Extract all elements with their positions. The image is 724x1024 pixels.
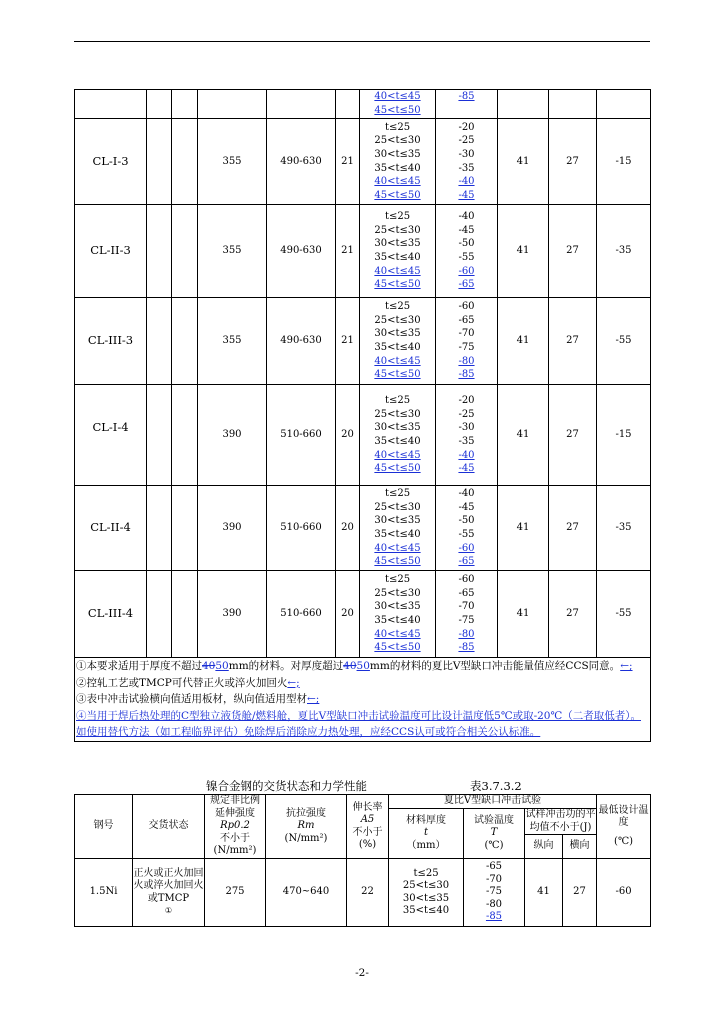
empty-cell (172, 205, 198, 298)
table-row (75, 119, 651, 205)
thickness-value: 25<t≤30 (374, 587, 421, 599)
thickness-value: 35<t≤40 (374, 252, 421, 263)
table-row (75, 90, 651, 119)
transverse-cell: 27 (549, 298, 597, 385)
temperature-value: -35 (458, 162, 475, 174)
thickness-cell (360, 486, 436, 571)
grade-cell: CL-I-3 (75, 119, 147, 205)
tensile-cell: 510-660 (267, 486, 336, 571)
temperature-value: -45 (458, 224, 475, 236)
header-longitudinal: 纵向 (525, 835, 563, 859)
tensile-cell: 490-630 (267, 298, 336, 385)
thickness-value: 35<t≤40 (374, 342, 421, 353)
temperature-value: -50 (458, 515, 475, 527)
elongation-cell: 20 (336, 385, 360, 486)
notes-row (75, 658, 651, 742)
yield-cell: 355 (198, 298, 267, 385)
header-energy: 试样冲击功的平均值不小于(J) (525, 809, 596, 833)
temperature-cell (436, 90, 498, 119)
table-row (75, 298, 651, 385)
thickness-cell (360, 385, 436, 486)
thickness-value: 45<t≤50 (374, 105, 421, 116)
header-min-design-temp: 最低设计温度 (℃) (597, 795, 651, 859)
empty-cell (147, 119, 172, 205)
empty-cell (172, 486, 198, 571)
temperature-value: -65 (458, 314, 475, 326)
elongation-cell: 20 (336, 571, 360, 658)
temperature-value: -30 (458, 422, 475, 434)
thickness-value: 30<t≤35 (374, 328, 421, 340)
thickness-value: t≤25 (384, 121, 411, 133)
temperature-value: -55 (458, 252, 475, 263)
temperature-value: -55 (458, 529, 475, 540)
empty-cell (172, 119, 198, 205)
table-row (75, 795, 651, 809)
yield-cell: 390 (198, 571, 267, 658)
thickness-value: t≤25 (384, 395, 411, 407)
header-transverse: 横向 (563, 835, 597, 859)
yield-cell: 355 (198, 119, 267, 205)
elongation-cell: 20 (336, 486, 360, 571)
temperature-value: -80 (458, 355, 475, 367)
note-4: ④当用于焊后热处理的C型独立液货舱/燃料舱，夏比V型缺口冲击试验温度可比设计温度低5℃或取-20℃（二者取低者）。如使用替代方法（如工程临界评估）免除焊后消除应力热处理，应经CCS认可或符合相关公认标准。 (76, 709, 641, 738)
temperature-value: -60 (458, 542, 475, 554)
empty-cell (147, 298, 172, 385)
tensile-cell: 470~640 (266, 859, 347, 927)
temperature-cell (436, 298, 498, 385)
steel-properties-body (75, 90, 651, 658)
thickness-value: 30<t≤35 (374, 238, 421, 250)
thickness-value: 35<t≤40 (374, 162, 421, 174)
empty-cell (147, 486, 172, 571)
temperature-value: -40 (458, 449, 475, 461)
empty-cell (147, 571, 172, 658)
table-row (75, 205, 651, 298)
temperature-value: -20 (458, 121, 475, 133)
temperature-value: -75 (458, 615, 475, 626)
transverse-cell: 27 (549, 205, 597, 298)
temperature-value: -45 (458, 189, 475, 201)
min-temp-cell: -55 (597, 571, 651, 658)
temperature-cell (436, 571, 498, 658)
grade-cell: CL-I-4 (75, 385, 147, 486)
thickness-cell (360, 571, 436, 658)
temperature-cell (436, 205, 498, 298)
thickness-value: 30<t≤35 (374, 601, 421, 613)
thickness-value: 45<t≤50 (374, 369, 421, 381)
temperature-value: -65 (458, 279, 475, 291)
temperature-value: -25 (458, 135, 475, 147)
min-temp-cell: -60 (597, 859, 651, 927)
longitudinal-cell: 41 (525, 859, 563, 927)
longitudinal-cell: 41 (498, 119, 549, 205)
header-impact: 夏比V型缺口冲击试验 (389, 795, 597, 809)
temperature-value: -30 (458, 148, 475, 160)
thickness-cell (360, 90, 436, 119)
thickness-value: t≤25 (384, 574, 411, 586)
thickness-value: 35<t≤40 (374, 615, 421, 626)
temperature-value: -45 (458, 463, 475, 475)
header-tensile: 抗拉强度 Rm (N/mm²) (266, 795, 347, 859)
thickness-value: 25<t≤30 (374, 135, 421, 147)
temperature-cell (436, 119, 498, 205)
delivery-cell: 正火或正火加回火或淬火加回火或TMCP ① (133, 859, 205, 927)
empty-cell (147, 385, 172, 486)
thickness-value: 45<t≤50 (374, 463, 421, 475)
thickness-value: 25<t≤30 (374, 224, 421, 236)
temperature-value: -70 (458, 601, 475, 613)
transverse-cell: 27 (563, 859, 597, 927)
temperature-value: -85 (458, 369, 475, 381)
temperature-value: -65 (458, 587, 475, 599)
thickness-value: 40<t≤45 (374, 449, 421, 461)
header-elongation: 伸长率 A5 不小于 (%) (347, 795, 389, 859)
tensile-cell: 490-630 (267, 205, 336, 298)
table-row (75, 859, 651, 927)
tensile-cell: 510-660 (267, 385, 336, 486)
thickness-value: 35<t≤40 (374, 529, 421, 540)
thickness-value: 25<t≤30 (374, 408, 421, 420)
temperature-value: -20 (458, 395, 475, 407)
min-temp-cell: -35 (597, 486, 651, 571)
thickness-value: t≤25 (384, 488, 411, 500)
page-number: -2- (355, 967, 369, 979)
header-delivery: 交货状态 (133, 795, 205, 859)
thickness-value: 45<t≤50 (374, 642, 421, 654)
temperature-value: -60 (458, 574, 475, 586)
table2-title: 镍合金钢的交货状态和力学性能 (206, 779, 367, 793)
note-3: ③表中冲击试验横向值适用板材，纵向值适用型材←; (76, 693, 320, 705)
table2-number: 表3.7.3.2 (470, 779, 522, 793)
temperature-value: -80 (458, 628, 475, 640)
grade-cell: 1.5Ni (75, 859, 133, 927)
temperature-value: -70 (458, 328, 475, 340)
temperature-value: -60 (458, 265, 475, 277)
transverse-cell: 27 (549, 486, 597, 571)
grade-cell: CL-II-3 (75, 205, 147, 298)
header-rule (74, 41, 650, 42)
yield-cell: 390 (198, 486, 267, 571)
temperature-value: -75 (458, 342, 475, 353)
thickness-value: 40<t≤45 (374, 91, 421, 103)
min-temp-cell: -35 (597, 205, 651, 298)
min-temp-cell: -15 (597, 385, 651, 486)
thickness-value: 30<t≤35 (374, 422, 421, 434)
thickness-value: 45<t≤50 (374, 279, 421, 291)
temperature-value: -35 (458, 436, 475, 447)
temperature-value: -85 (458, 91, 475, 102)
temperature-cell: -65 -70 -75 -80 -85 (464, 859, 525, 927)
transverse-cell: 27 (549, 119, 597, 205)
longitudinal-cell: 41 (498, 385, 549, 486)
table-row (75, 385, 651, 486)
thickness-value: 40<t≤45 (374, 265, 421, 277)
thickness-value: t≤25 (384, 301, 411, 313)
thickness-value: 45<t≤50 (374, 189, 421, 201)
empty-cell (172, 298, 198, 385)
elongation-cell: 21 (336, 119, 360, 205)
yield-cell: 390 (198, 385, 267, 486)
temperature-cell (436, 486, 498, 571)
header-test-temp: 试验温度 T (℃) (464, 809, 525, 859)
min-temp-cell: -15 (597, 119, 651, 205)
longitudinal-cell: 41 (498, 298, 549, 385)
header-yield: 规定非比例 延伸强度 Rp0.2 不小于 (N/mm²) (205, 795, 266, 859)
grade-cell: CL-III-4 (75, 571, 147, 658)
yield-cell: 355 (198, 205, 267, 298)
thickness-value: 30<t≤35 (374, 148, 421, 160)
note-1: ①本要求适用于厚度不超过4050mm的材料。对厚度超过4050mm的材料的夏比V型缺口冲击能量值应经CCS同意。←; (76, 660, 633, 672)
temperature-value: -60 (458, 301, 475, 313)
thickness-value: 45<t≤50 (374, 556, 421, 568)
thickness-cell (360, 298, 436, 385)
thickness-value: 25<t≤30 (374, 314, 421, 326)
notes-section (75, 658, 651, 742)
longitudinal-cell: 41 (498, 571, 549, 658)
thickness-cell (360, 119, 436, 205)
longitudinal-cell: 41 (498, 486, 549, 571)
min-temp-cell: -55 (597, 298, 651, 385)
thickness-value: 30<t≤35 (374, 515, 421, 527)
table-notes (75, 658, 651, 742)
tensile-cell: 490-630 (267, 119, 336, 205)
thickness-value: 25<t≤30 (374, 501, 421, 513)
thickness-cell (360, 205, 436, 298)
steel-properties-table (74, 89, 651, 742)
table-row (75, 486, 651, 571)
elongation-cell: 21 (336, 298, 360, 385)
thickness-cell: t≤25 25<t≤30 30<t≤35 35<t≤40 (389, 859, 464, 927)
thickness-value: t≤25 (384, 211, 411, 223)
thickness-value: 40<t≤45 (374, 176, 421, 188)
temperature-value: -40 (458, 176, 475, 188)
temperature-value: -65 (458, 556, 475, 568)
empty-cell (172, 571, 198, 658)
empty-cell (147, 205, 172, 298)
thickness-value: 40<t≤45 (374, 355, 421, 367)
header-thickness: 材料厚度 t （mm） (389, 809, 464, 859)
longitudinal-cell: 41 (498, 205, 549, 298)
elongation-cell: 22 (347, 859, 389, 927)
table-row (75, 571, 651, 658)
thickness-value: 35<t≤40 (374, 436, 421, 447)
temperature-value: -50 (458, 238, 475, 250)
transverse-cell: 27 (549, 385, 597, 486)
temperature-value: -40 (458, 488, 475, 500)
temperature-value: -25 (458, 408, 475, 420)
thickness-value: 40<t≤45 (374, 628, 421, 640)
temperature-cell (436, 385, 498, 486)
temperature-value: -40 (458, 211, 475, 223)
transverse-cell: 27 (549, 571, 597, 658)
grade-cell: CL-III-3 (75, 298, 147, 385)
tensile-cell: 510-660 (267, 571, 336, 658)
temperature-value: -85 (458, 642, 475, 654)
nickel-steel-table (74, 794, 651, 927)
grade-cell: CL-II-4 (75, 486, 147, 571)
empty-cell (172, 385, 198, 486)
temperature-value: -45 (458, 501, 475, 513)
header-grade: 钢号 (75, 795, 133, 859)
elongation-cell: 21 (336, 205, 360, 298)
thickness-value: 40<t≤45 (374, 542, 421, 554)
yield-cell: 275 (205, 859, 266, 927)
note-2: ②控轧工艺或TMCP可代替正火或淬火加回火←; (76, 676, 300, 689)
